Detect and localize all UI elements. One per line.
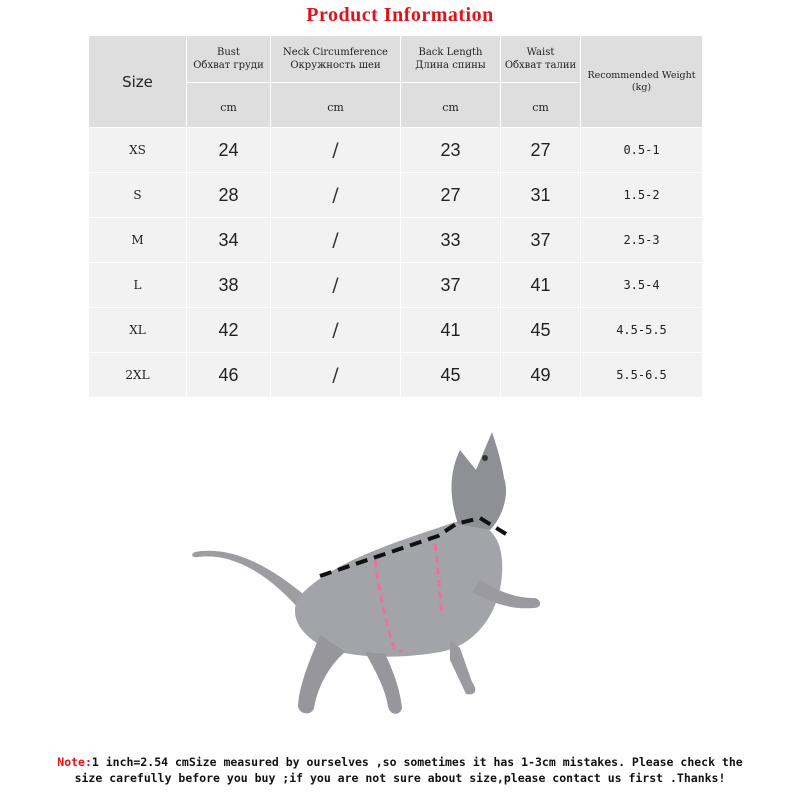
weight-cell: 2.5-3 (581, 218, 703, 263)
cat-body (295, 521, 502, 656)
waist-cell: 27 (501, 128, 581, 173)
bust-cell: 46 (187, 353, 271, 398)
table-row (89, 218, 703, 263)
cat-eye (482, 455, 488, 461)
table-row (89, 128, 703, 173)
size-cell: S (89, 173, 187, 218)
back-cell: 33 (401, 218, 501, 263)
size-cell: M (89, 218, 187, 263)
back-cell: 27 (401, 173, 501, 218)
table-row (89, 308, 703, 353)
neck-column-header (271, 36, 401, 83)
table-header-row (89, 36, 703, 83)
sphynx-cat-image (180, 420, 600, 740)
size-column-header: Size (89, 36, 187, 128)
note-body: 1 inch=2.54 cmSize measured by ourselves ,so sometimes it has 1-3cm mistakes. Please check the size carefully before you buy ;if you are not sure about size,please contact us first .Thanks! (74, 755, 743, 785)
size-chart-table (88, 35, 703, 398)
bust-cell: 42 (187, 308, 271, 353)
weight-cell: 3.5-4 (581, 263, 703, 308)
weight-cell: 1.5-2 (581, 173, 703, 218)
neck-cell: / (271, 308, 401, 353)
waist-cell: 41 (501, 263, 581, 308)
waist-cell: 45 (501, 308, 581, 353)
neck-header-ru: Окружность шеи (290, 60, 381, 71)
bust-header-en: Bust (217, 47, 240, 58)
neck-cell: / (271, 128, 401, 173)
waist-cell: 37 (501, 218, 581, 263)
neck-cell: / (271, 353, 401, 398)
back-header-en: Back Length (418, 47, 483, 58)
back-cell: 45 (401, 353, 501, 398)
back-cell: 37 (401, 263, 501, 308)
bust-cell: 38 (187, 263, 271, 308)
note-label: Note: (57, 755, 92, 769)
waist-unit: cm (532, 100, 549, 114)
waist-cell: 31 (501, 173, 581, 218)
back-length-column-header (401, 36, 501, 83)
neck-cell: / (271, 263, 401, 308)
size-cell: L (89, 263, 187, 308)
table-row (89, 173, 703, 218)
waist-header-ru: Обхват талии (504, 60, 577, 71)
cat-measurement-illustration (180, 420, 600, 740)
bust-header-ru: Обхват груди (193, 60, 264, 71)
waist-header-en: Waist (526, 47, 555, 58)
back-cell: 23 (401, 128, 501, 173)
bust-cell: 24 (187, 128, 271, 173)
table-row (89, 353, 703, 398)
bust-column-header (187, 36, 271, 83)
size-cell: 2XL (89, 353, 187, 398)
neck-unit: cm (327, 100, 344, 114)
note-text (40, 754, 760, 786)
cat-tail (192, 551, 308, 608)
weight-cell: 4.5-5.5 (581, 308, 703, 353)
weight-cell: 0.5-1 (581, 128, 703, 173)
cat-back-leg-2 (365, 652, 402, 714)
cat-head (452, 432, 507, 530)
waist-column-header (501, 36, 581, 83)
back-cell: 41 (401, 308, 501, 353)
bust-unit: cm (220, 100, 237, 114)
neck-cell: / (271, 218, 401, 263)
recommended-weight-header: Recommended Weight (kg) (581, 36, 703, 128)
waist-cell: 49 (501, 353, 581, 398)
bust-cell: 34 (187, 218, 271, 263)
back-header-ru: Длина спины (415, 60, 486, 71)
size-cell: XS (89, 128, 187, 173)
table-row (89, 263, 703, 308)
neck-cell: / (271, 173, 401, 218)
cat-front-leg (450, 640, 475, 694)
bust-cell: 28 (187, 173, 271, 218)
size-cell: XL (89, 308, 187, 353)
back-unit: cm (442, 100, 459, 114)
page-title: Product Information (306, 4, 494, 26)
weight-cell: 5.5-6.5 (581, 353, 703, 398)
neck-header-en: Neck Circumference (283, 47, 388, 58)
